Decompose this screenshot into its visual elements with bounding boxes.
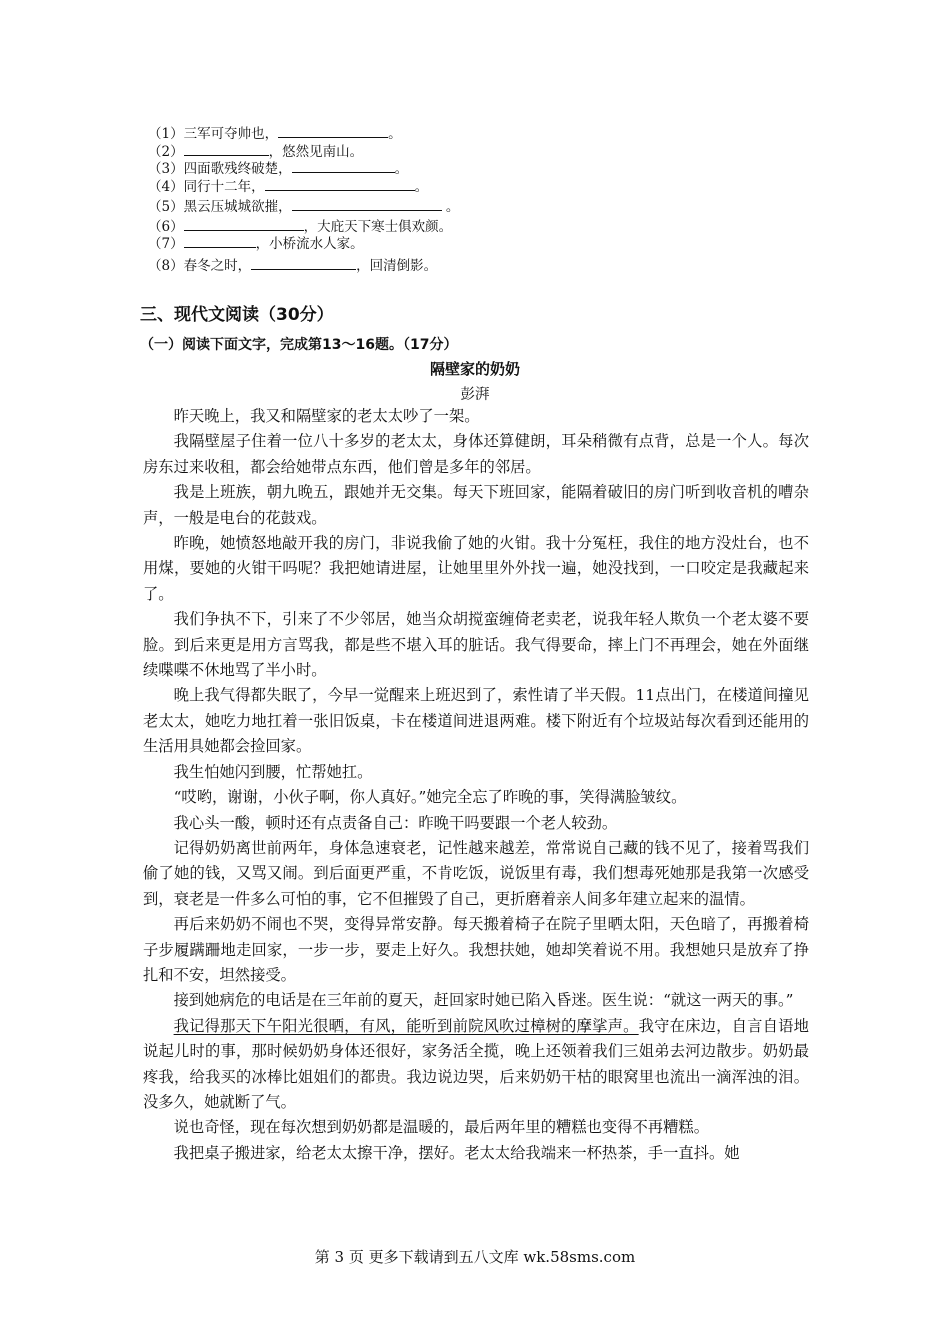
paragraph: 再后来奶奶不闹也不哭，变得异常安静。每天搬着椅子在院子里晒太阳，天色暗了，再搬着椅子步履蹒跚地走回家，一步一步，要走上好久。我想扶她，她却笑着说不用。我想她只是放弃了挣扎和不安，坦然接受。: [143, 915, 809, 984]
paragraph: 昨晚，她愤怒地敲开我的房门，非说我偷了她的火钳。我十分冤枉，我住的地方没灶台，也不用煤，要她的火钳干吗呢？我把她请进屋，让她里里外外找一遍，她没找到，一口咬定是我藏起来了。: [143, 534, 809, 603]
paragraph: 我心头一酸，顿时还有点责备自己：昨晚干吗要跟一个老人较劲。: [173, 813, 618, 832]
paragraph: 我隔壁屋子住着一位八十多岁的老太太，身体还算健朗，耳朵稍微有点背，总是一个人。每次房东过来收租，都会给她带点东西，他们曾是多年的邻居。: [143, 432, 809, 476]
answer-blank[interactable]: [184, 233, 256, 248]
item-number: （2）: [148, 144, 184, 160]
answer-blank[interactable]: [292, 158, 395, 173]
paragraph-text: 我守在床边，自言自语地说起儿时的事，那时候奶奶身体还很好，家务活全揽，晚上还领着我们三姐弟去河边散步。奶奶最疼我，给我买的冰棒比姐姐们的都贵。我边说边哭，后来奶奶干枯的眼窝里也流出一滴浑浊的泪。没多久，她就断了气。: [143, 1016, 809, 1111]
line-text: 黑云压城城欲摧，: [183, 199, 292, 215]
item-number: （5）: [148, 199, 184, 215]
paragraph: 说也奇怪，现在每次想到奶奶都是温暖的，最后两年里的糟糕也变得不再糟糕。: [173, 1118, 709, 1137]
subsection-heading: （一）阅读下面文字，完成第13～16题。（17分）: [140, 337, 458, 353]
item-number: （6）: [148, 219, 184, 235]
answer-blank[interactable]: [265, 176, 415, 191]
paragraph: [143, 1014, 809, 1116]
line-text: 。: [414, 179, 429, 195]
item-number: （1）: [148, 126, 184, 142]
answer-blank[interactable]: [184, 216, 304, 231]
line-text: ，悠然见南山。: [268, 144, 364, 160]
answer-blank[interactable]: [292, 196, 442, 211]
underlined-sentence: 我记得那天下午阳光很晒，有风，能听到前院风吹过樟树的摩挲声。: [173, 1016, 639, 1035]
line-text: 。: [394, 161, 409, 177]
item-number: （4）: [148, 179, 184, 195]
paragraph: 我生怕她闪到腰，忙帮她扛。: [173, 762, 373, 781]
item-number: （3）: [148, 161, 184, 177]
answer-blank[interactable]: [184, 141, 269, 156]
fill-blank-line: [148, 196, 459, 217]
line-text: 春冬之时，: [183, 258, 252, 274]
answer-blank[interactable]: [251, 255, 356, 270]
line-text: 四面歌残终破楚，: [183, 161, 292, 177]
line-text: 同行十二年，: [183, 179, 265, 195]
paragraph: 我把桌子搬进家，给老太太擦干净，摆好。老太太给我端来一杯热茶，手一直抖。她: [173, 1143, 740, 1162]
paragraph: 晚上我气得都失眠了，今早一觉醒来上班迟到了，索性请了半天假。11点出门，在楼道间撞见老太太，她吃力地扛着一张旧饭桌，卡在楼道间进退两难。楼下附近有个垃圾站每次看到还能用的生活用具她都会捡回家。: [143, 686, 809, 756]
paragraph: 我们争执不下，引来了不少邻居，她当众胡搅蛮缠倚老卖老，说我年轻人欺负一个老太婆不要脸。到后来更是用方言骂我，都是些不堪入耳的脏话。我气得要命，摔上门不再理会，她在外面继续喋喋不休地骂了半小时。: [143, 610, 809, 680]
article-title: 隔壁家的奶奶: [429, 360, 520, 378]
paragraph: “哎哟，谢谢，小伙子啊，你人真好。”她完全忘了昨晚的事，笑得满脸皱纹。: [173, 788, 687, 807]
paragraph: 昨天晚上，我又和隔壁家的老太太吵了一架。: [173, 407, 480, 425]
paragraph: 我是上班族，朝九晚五，跟她并无交集。每天下班回家，能隔着破旧的房门听到收音机的嘈杂声，一般是电台的花鼓戏。: [143, 483, 809, 527]
answer-blank[interactable]: [278, 123, 388, 138]
page-footer: 第 3 页 更多下载请到五八文库 wk.58sms.com: [314, 1248, 636, 1266]
line-text: 。: [388, 126, 402, 142]
fill-blank-line: [148, 255, 437, 276]
article-author: 彭湃: [460, 387, 490, 403]
paragraph: 记得奶奶离世前两年，身体急速衰老，记性越来越差，常常说自己藏的钱不见了，接着骂我们偷了她的钱，又骂又闹。到后面更严重，不肯吃饭，说饭里有毒，我们想毒死她那是我第一次感受到，衰老是一件多么可怕的事，它不但摧毁了自己，更折磨着亲人间多年建立起来的温情。: [143, 838, 809, 908]
fill-blank-line: [148, 176, 428, 197]
line-text: 三军可夺帅也，: [183, 126, 279, 142]
line-text: ，大庇天下寒士俱欢颜。: [303, 219, 453, 235]
fill-blank-line: [148, 233, 364, 254]
line-text: ，回清倒影。: [356, 258, 438, 274]
article-body: [143, 404, 809, 1166]
item-number: （8）: [148, 258, 184, 274]
line-text: 。: [441, 199, 460, 215]
line-text: ，小桥流水人家。: [255, 236, 364, 252]
section-heading: 三、现代文阅读（30分）: [140, 305, 334, 325]
paragraph: 接到她病危的电话是在三年前的夏天，赶回家时她已陷入昏迷。医生说：“就这一两天的事。”: [173, 991, 794, 1010]
item-number: （7）: [148, 236, 184, 252]
